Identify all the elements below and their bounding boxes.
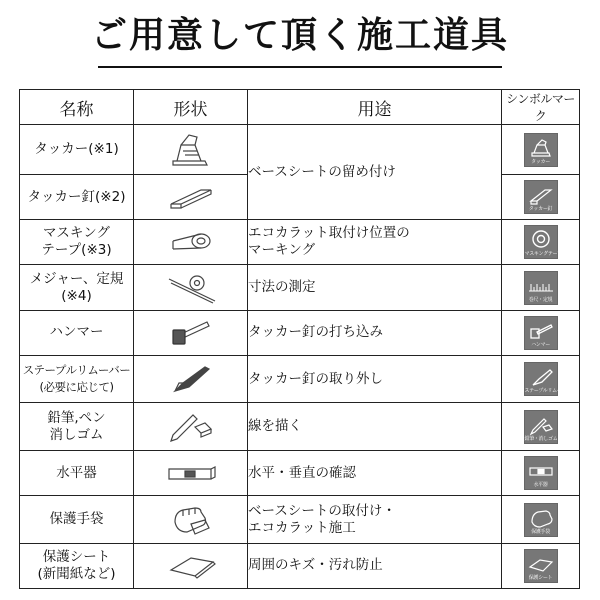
tool-name-line1: 保護シート xyxy=(42,548,111,565)
protective-sheet-shape-icon xyxy=(134,543,248,588)
tacker-icon xyxy=(524,133,558,167)
tool-name-line1: マスキング xyxy=(42,225,111,242)
tape-measure-shape-icon xyxy=(134,265,248,310)
tool-name xyxy=(20,265,134,310)
tool-name-line1: 鉛筆,ペン xyxy=(47,409,106,426)
mark-caption: タッカー xyxy=(531,158,550,165)
header-use: 用途 xyxy=(248,90,502,125)
mark-caption: 巻尺・定規 xyxy=(528,296,553,303)
pencil-eraser-mark xyxy=(502,403,580,451)
page-title: ご用意して頂く施工道具 xyxy=(90,15,509,56)
table-row xyxy=(20,265,580,310)
table-header-row xyxy=(20,90,580,125)
hammer-shape-icon xyxy=(134,310,248,355)
tool-name-line1: ステープルリムーバー xyxy=(22,363,131,378)
tacker-shape-icon xyxy=(134,125,248,175)
mark-caption: マスキングテープ xyxy=(524,251,562,258)
title-underline xyxy=(98,66,502,68)
mark-caption: 保護手袋 xyxy=(531,528,550,535)
level-icon xyxy=(524,456,558,490)
tool-name-line2: (必要に応じて) xyxy=(39,380,114,395)
tool-use xyxy=(248,220,502,265)
tape-measure-mark xyxy=(502,265,580,310)
table-row xyxy=(20,310,580,355)
tool-name-line2: (新聞紙など) xyxy=(37,565,116,582)
mark-caption: 保護シート xyxy=(528,574,553,581)
table-row xyxy=(20,451,580,496)
mark-caption: 鉛筆・消しゴム xyxy=(524,435,558,442)
staple-remover-mark xyxy=(502,355,580,403)
masking-tape-icon xyxy=(524,225,562,259)
tool-use-line2: エコカラット施工 xyxy=(248,519,356,536)
mark-caption: 水平器 xyxy=(533,482,548,489)
header-shape: 形状 xyxy=(134,90,248,125)
tool-name xyxy=(20,355,134,403)
tool-use: 線を描く xyxy=(248,403,502,451)
hammer-mark xyxy=(502,310,580,355)
tool-name: タッカー(※1) xyxy=(20,125,134,175)
protective-sheet-mark xyxy=(502,543,580,588)
table-row xyxy=(20,355,580,403)
glove-shape-icon xyxy=(134,496,248,544)
staples-mark xyxy=(502,175,580,220)
tool-name: タッカー釘(※2) xyxy=(20,175,134,220)
level-mark xyxy=(502,451,580,496)
staple-remover-icon xyxy=(524,362,571,396)
tool-use-line1: ベースシートの取付け・ xyxy=(248,502,396,519)
tools-table xyxy=(19,89,580,589)
tool-name xyxy=(20,403,134,451)
staple-remover-shape-icon xyxy=(134,355,248,403)
tape-measure-icon xyxy=(524,271,558,305)
tool-name-line2: (※4) xyxy=(61,287,92,304)
tool-use-line1: エコカラット取付け位置の xyxy=(248,225,410,242)
masking-tape-mark xyxy=(502,220,580,265)
glove-icon xyxy=(524,503,558,537)
tool-use: ベースシートの留め付け xyxy=(248,125,502,220)
tacker-mark xyxy=(502,125,580,175)
hammer-icon xyxy=(524,316,558,350)
protective-sheet-icon xyxy=(524,549,558,583)
header-mark: シンボルマーク xyxy=(502,90,580,125)
tool-name-line1: メジャー、定規 xyxy=(29,270,124,287)
tool-name xyxy=(20,220,134,265)
staples-shape-icon xyxy=(134,175,248,220)
tool-use: タッカー釘の打ち込み xyxy=(248,310,502,355)
tool-name: ハンマー xyxy=(20,310,134,355)
tool-name: 保護手袋 xyxy=(20,496,134,544)
tool-use: タッカー釘の取り外し xyxy=(248,355,502,403)
glove-mark xyxy=(502,496,580,544)
pencil-eraser-shape-icon xyxy=(134,403,248,451)
tool-use-line2: マーキング xyxy=(248,242,316,259)
tool-name-line2: 消しゴム xyxy=(49,426,104,443)
mark-caption: ハンマー xyxy=(531,341,550,348)
tool-use: 水平・垂直の確認 xyxy=(248,451,502,496)
tool-use: 周囲のキズ・汚れ防止 xyxy=(248,543,502,588)
pencil-eraser-icon xyxy=(524,410,558,444)
tool-name-line2: テープ(※3) xyxy=(41,242,112,259)
table-row xyxy=(20,496,580,544)
masking-tape-shape-icon xyxy=(134,220,248,265)
level-shape-icon xyxy=(134,451,248,496)
table-row xyxy=(20,543,580,588)
staples-icon xyxy=(524,180,558,214)
tool-use xyxy=(248,496,502,544)
table-row xyxy=(20,125,580,175)
table-row xyxy=(20,220,580,265)
mark-caption: ステープルリムーバー xyxy=(524,388,571,395)
tool-name xyxy=(20,543,134,588)
table-row xyxy=(20,403,580,451)
tool-use: 寸法の測定 xyxy=(248,265,502,310)
mark-caption: タッカー釘 xyxy=(528,206,553,213)
header-name: 名称 xyxy=(20,90,134,125)
tool-name: 水平器 xyxy=(20,451,134,496)
